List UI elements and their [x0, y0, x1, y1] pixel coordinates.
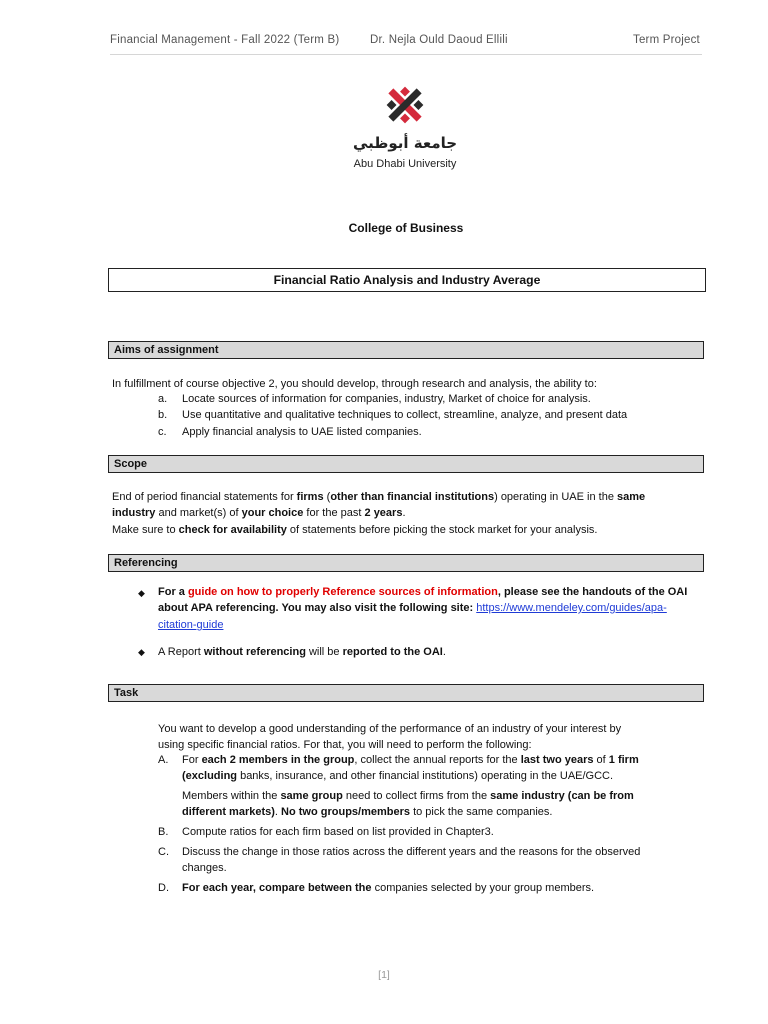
- logo-english-name: Abu Dhabi University: [353, 158, 457, 170]
- aims-intro: In fulfillment of course objective 2, you should develop, through research and analysis, the ability to:: [112, 378, 597, 390]
- mendeley-link[interactable]: https://www.mendeley.com/guides/apa-: [476, 602, 667, 614]
- task-item-a-line-1: For each 2 members in the group, collect the annual reports for the last two years of 1 firm: [182, 754, 639, 766]
- scope-line-2: industry and market(s) of your choice for the past 2 years.: [112, 507, 406, 519]
- university-logo: [340, 74, 470, 184]
- section-heading-scope: Scope: [108, 455, 704, 473]
- referencing-bullet-1-line-2: about APA referencing. You may also visit the following site: https://www.mendeley.com/guides/apa-: [158, 602, 667, 614]
- scope-line-1: End of period financial statements for firms (other than financial institutions) operating in UAE in the same: [112, 491, 646, 503]
- header-instructor: Dr. Nejla Ould Daoud Ellili: [370, 34, 508, 46]
- aims-item-text: Apply financial analysis to UAE listed companies.: [182, 426, 422, 438]
- scope-line-3: Make sure to check for availability of statements before picking the stock market for your analysis.: [112, 524, 598, 536]
- header-course: Financial Management - Fall 2022 (Term B): [110, 34, 340, 46]
- task-item-c-line-2: changes.: [182, 862, 227, 874]
- section-heading-referencing: Referencing: [108, 554, 704, 572]
- logo-arabic-name: جامعة أبوظبي: [352, 134, 458, 152]
- task-item-b-text: Compute ratios for each firm based on list provided in Chapter3.: [182, 826, 494, 838]
- task-item-a-line-3: Members within the same group need to collect firms from the same industry (can be from: [182, 790, 634, 802]
- task-item-a-line-4: different markets). No two groups/members to pick the same companies.: [182, 806, 553, 818]
- task-item-c-label: C.: [158, 846, 169, 858]
- referencing-bullet-1-line-1: For a guide on how to properly Reference sources of information, please see the handouts of the OAI: [158, 586, 688, 598]
- section-heading-task: Task: [108, 684, 704, 702]
- task-item-d-label: D.: [158, 882, 169, 894]
- task-item-a-label: A.: [158, 754, 169, 766]
- task-item-b-label: B.: [158, 826, 169, 838]
- section-heading-aims: Aims of assignment: [108, 341, 704, 359]
- header-doc-type: Term Project: [633, 34, 700, 46]
- page-number: [1]: [378, 969, 390, 981]
- mendeley-link-continued[interactable]: citation-guide: [158, 619, 224, 631]
- task-intro-line-1: You want to develop a good understanding of the performance of an industry of your interest by: [158, 723, 622, 735]
- aims-item-label: a.: [158, 393, 168, 405]
- reference-guide-highlight: guide on how to properly Reference sources of information: [187, 586, 498, 598]
- header-rule: [110, 54, 702, 55]
- university-emblem-icon: [380, 80, 430, 130]
- referencing-bullet-2: A Report without referencing will be reported to the OAI.: [158, 646, 446, 658]
- aims-item-label: c.: [158, 426, 167, 438]
- aims-item: [158, 407, 627, 424]
- task-intro-line-2: using specific financial ratios. For that, you will need to perform the following:: [158, 739, 532, 751]
- bullet-icon: ◆: [138, 647, 145, 657]
- task-item-c-line-1: Discuss the change in those ratios across the different years and the reasons for the observed: [182, 846, 641, 858]
- bullet-icon: ◆: [138, 588, 145, 598]
- task-item-d-text: For each year, compare between the companies selected by your group members.: [182, 882, 595, 894]
- college-name: College of Business: [348, 221, 464, 235]
- aims-item-label: b.: [158, 409, 168, 421]
- aims-item-text: Use quantitative and qualitative techniques to collect, streamline, analyze, and present data: [182, 409, 628, 421]
- referencing-bullet-1-line-3: [158, 617, 223, 634]
- task-item-a-line-2: (excluding banks, insurance, and other financial institutions) operating in the UAE/GCC.: [182, 770, 614, 782]
- aims-item: [158, 424, 422, 441]
- document-title: Financial Ratio Analysis and Industry Average: [108, 268, 706, 292]
- aims-item: [158, 391, 591, 408]
- aims-item-text: Locate sources of information for companies, industry, Market of choice for analysis.: [182, 393, 591, 405]
